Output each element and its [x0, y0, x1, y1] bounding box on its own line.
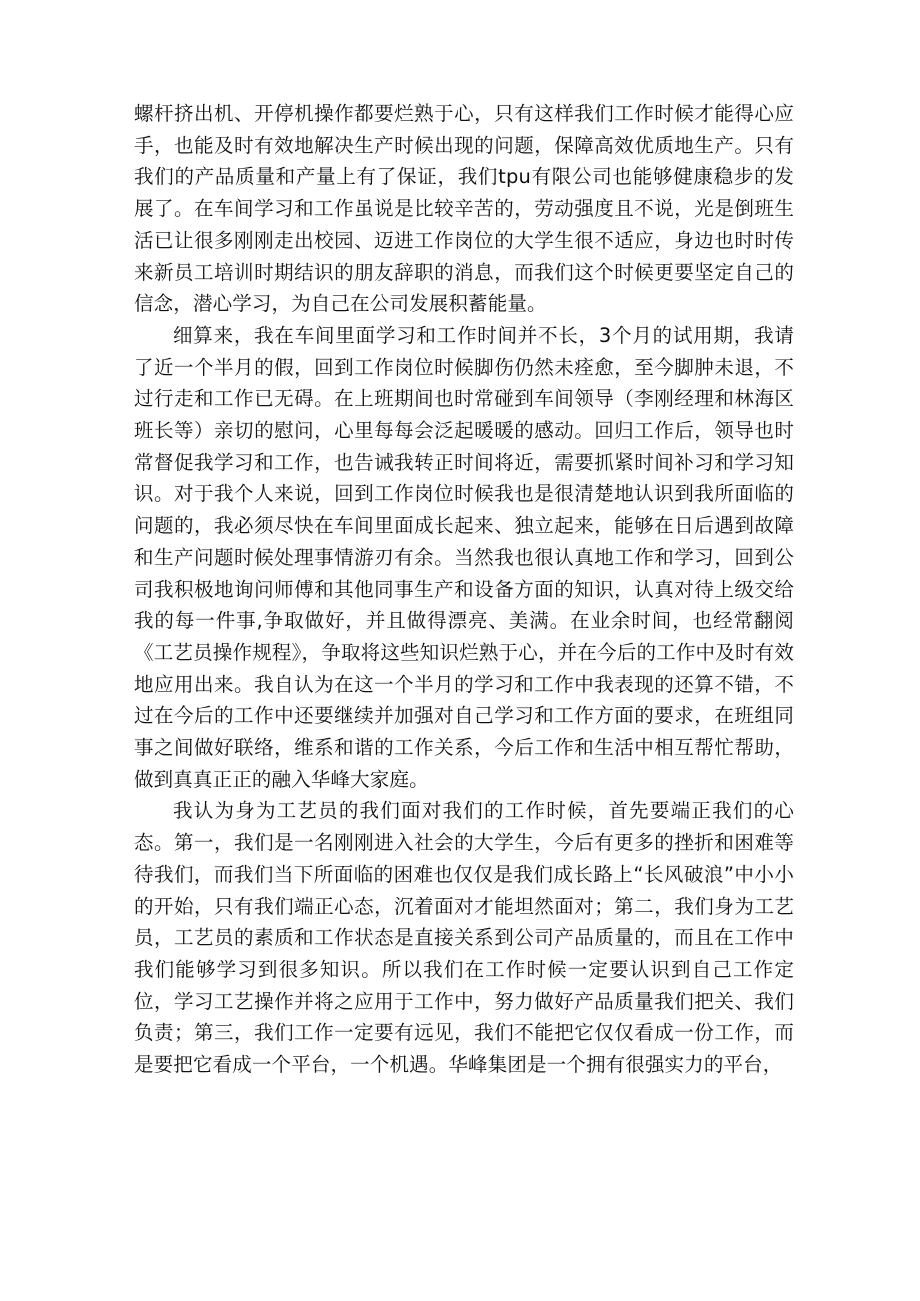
paragraph-3: 我认为身为工艺员的我们面对我们的工作时候，首先要端正我们的心态。第一，我们是一名刚刚进入社会的大学生，今后有更多的挫折和困难等待我们，而我们当下所面临的困难也仅仅是我们成长路上“长风破浪”中小小的开始，只有我们端正心态，沉着面对才能坦然面对；第二，我们身为工艺员，工艺员的素质和工作状态是直接关系到公司产品质量的，而且在工作中我们能够学习到很多知识。所以我们在工作时候一定要认识到自己工作定位，学习工艺操作并将之应用于工作中，努力做好产品质量我们把关、我们负责；第三，我们工作一定要有远见，我们不能把它仅仅看成一份工作，而是要把它看成一个平台，一个机遇。华峰集团是一个拥有很强实力的平台， [134, 799, 794, 1077]
document-page [134, 98, 794, 1081]
paragraph-2: 细算来，我在车间里面学习和工作时间并不长，3个月的试用期，我请了近一个半月的假，回到工作岗位时候脚伤仍然未痊愈，至今脚肿未退，不过行走和工作已无碍。在上班期间也时常碰到车间领导（李刚经理和林海区班长等）亲切的慰问，心里每每会泛起暖暖的感动。回归工作后，领导也时常督促我学习和工作，也告诫我转正时间将近，需要抓紧时间补习和学习知识。对于我个人来说，回到工作岗位时候我也是很清楚地认识到我所面临的问题的，我必须尽快在车间里面成长起来、独立起来，能够在日后遇到故障和生产问题时候处理事情游刃有余。当然我也很认真地工作和学习，回到公司我积极地询问师傅和其他同事生产和设备方面的知识，认真对待上级交给我的每一件事,争取做好，并且做得漂亮、美满。在业余时间，也经常翻阅《工艺员操作规程》，争取将这些知识烂熟于心，并在今后的工作中及时有效地应用出来。我自认为在这一个半月的学习和工作中我表现的还算不错，不过在今后的工作中还要继续并加强对自己学习和工作方面的要求，在班组同事之间做好联络，维系和谐的工作关系，今后工作和生活中相互帮忙帮助，做到真真正正的融入华峰大家庭。 [134, 323, 794, 791]
paragraph-1: 螺杆挤出机、开停机操作都要烂熟于心，只有这样我们工作时候才能得心应手，也能及时有效地解决生产时候出现的问题，保障高效优质地生产。只有我们的产品质量和产量上有了保证，我们tpu有限公司也能够健康稳步的发展了。在车间学习和工作虽说是比较辛苦的，劳动强度且不说，光是倒班生活已让很多刚刚走出校园、迈进工作岗位的大学生很不适应，身边也时时传来新员工培训时期结识的朋友辞职的消息，而我们这个时候更要坚定自己的信念，潜心学习，为自己在公司发展积蓄能量。 [134, 102, 794, 316]
